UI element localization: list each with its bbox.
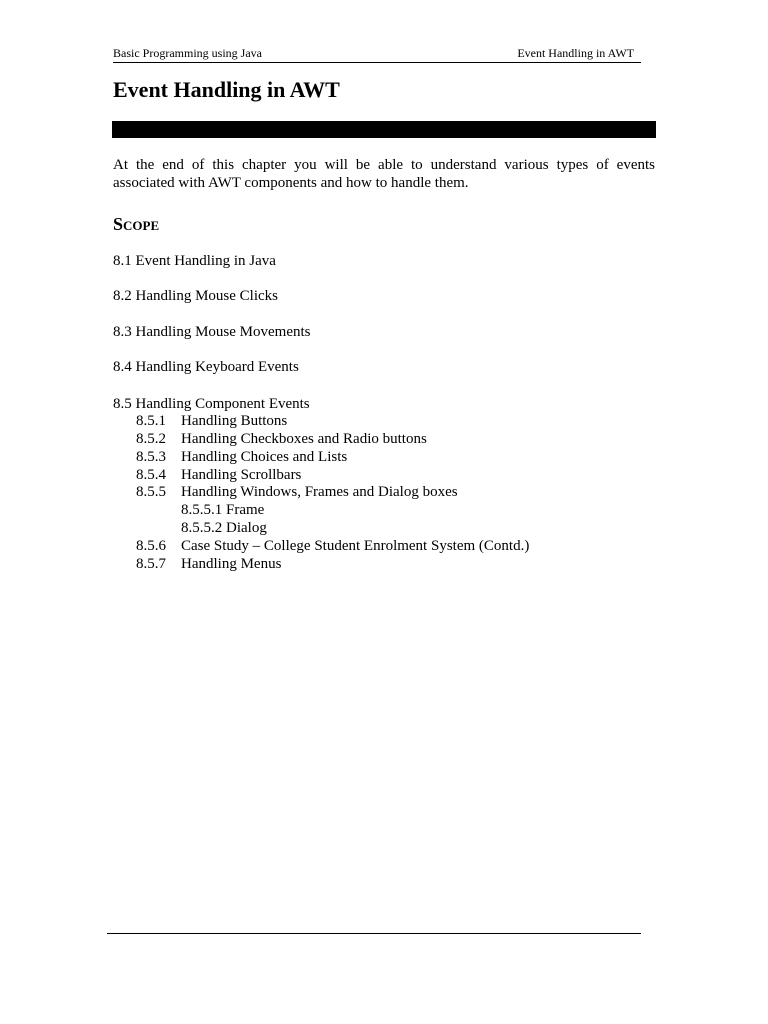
subitem-label: Handling Scrollbars (181, 467, 302, 483)
subitem-label: Handling Checkboxes and Radio buttons (181, 431, 427, 447)
subitem-label: Handling Windows, Frames and Dialog boxes (181, 484, 458, 500)
subitem-label: Handling Choices and Lists (181, 449, 348, 465)
subitem-number: 8.5.4 (136, 467, 166, 483)
subitem-number: 8.5.1 (136, 413, 166, 429)
scope-item-8-5: 8.5 Handling Component Events (113, 396, 310, 412)
scope-item-8-4: 8.4 Handling Keyboard Events (113, 359, 299, 375)
subitem-label: Handling Menus (181, 556, 282, 572)
subitem-label: Case Study – College Student Enrolment System (Contd.) (181, 538, 530, 554)
subitem-label: Handling Buttons (181, 413, 288, 429)
subsubitem-frame: 8.5.5.1 Frame (181, 502, 265, 518)
subitem-number: 8.5.3 (136, 449, 166, 465)
chapter-title: Event Handling in AWT (113, 77, 340, 102)
title-divider-bar (112, 121, 656, 138)
subsubitem-dialog: 8.5.5.2 Dialog (181, 520, 267, 536)
scope-item-8-3: 8.3 Handling Mouse Movements (113, 324, 311, 340)
subitem-number: 8.5.2 (136, 431, 166, 447)
page-header (113, 46, 641, 63)
footer-rule (107, 933, 641, 934)
scope-heading: Scope (113, 214, 160, 234)
subitem-number: 8.5.7 (136, 556, 166, 572)
subitem-number: 8.5.5 (136, 484, 166, 500)
chapter-intro: At the end of this chapter you will be able to understand various types of events associated with AWT components and how to handle them. (113, 157, 655, 191)
subitem-number: 8.5.6 (136, 538, 166, 554)
header-book-title: Basic Programming using Java (113, 46, 262, 60)
scope-item-8-1: 8.1 Event Handling in Java (113, 253, 276, 269)
scope-item-8-2: 8.2 Handling Mouse Clicks (113, 288, 278, 304)
header-chapter-title: Event Handling in AWT (517, 46, 634, 60)
